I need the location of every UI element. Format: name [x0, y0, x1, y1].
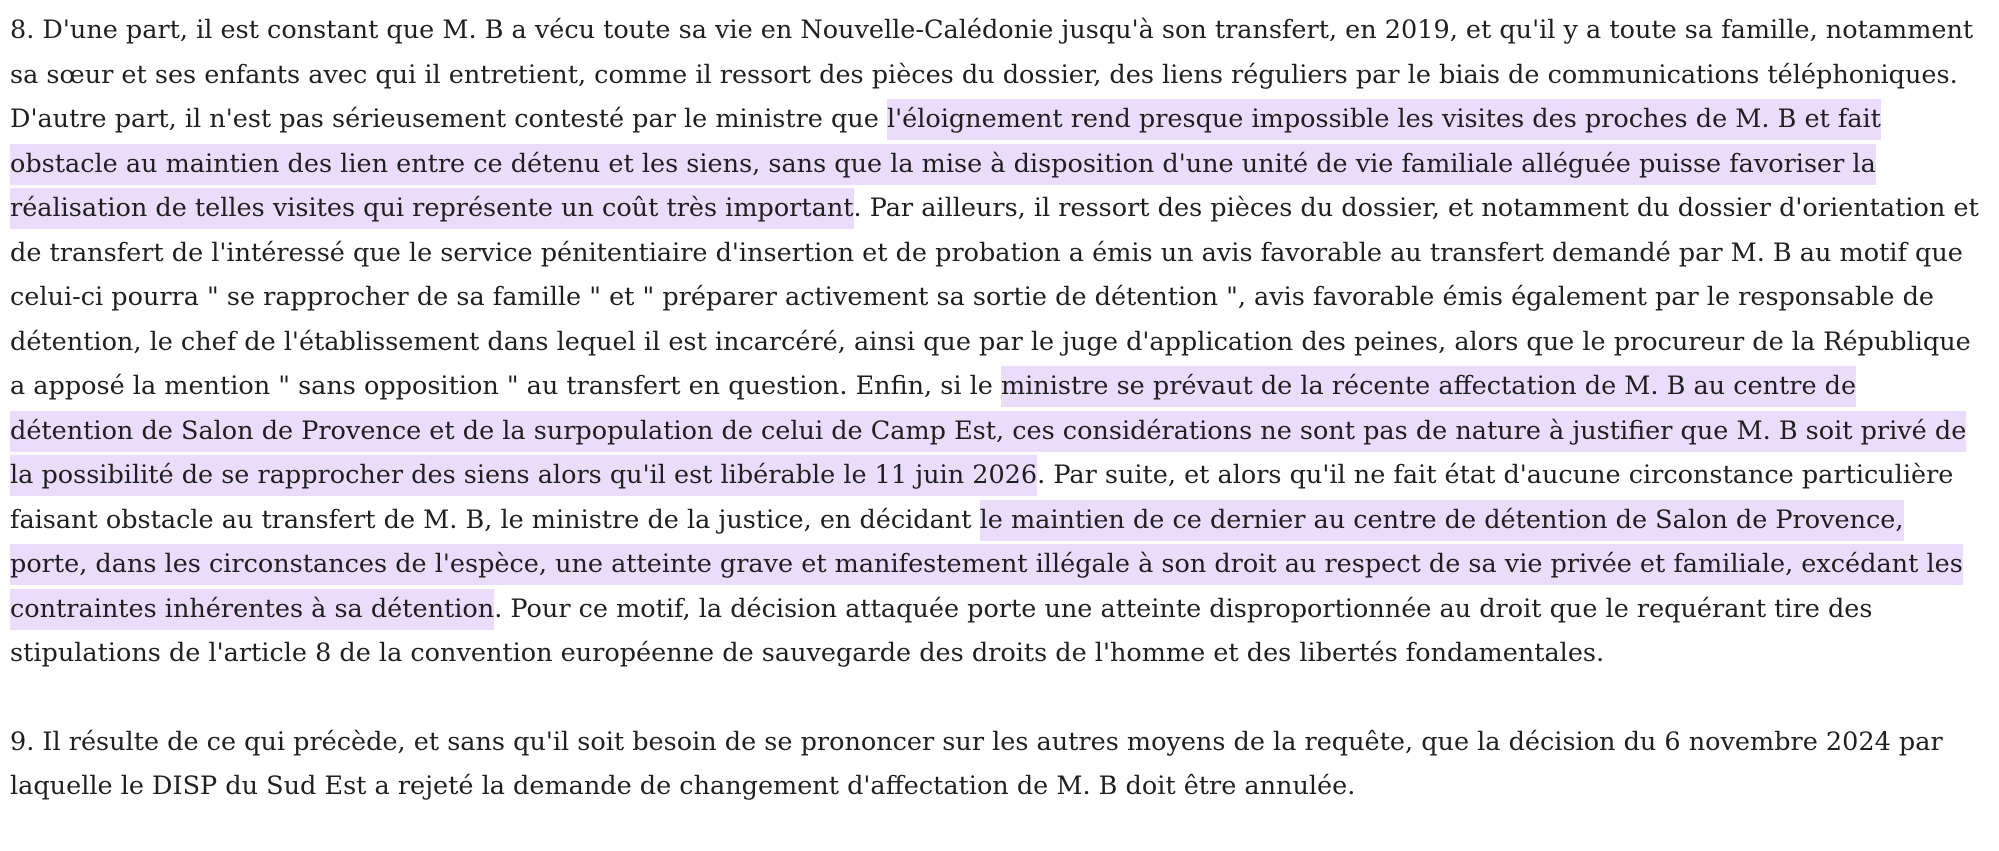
- text-segment: 9. Il résulte de ce qui précède, et sans qu'il soit besoin de se prononcer sur les autres moyens de la requête, que la décision du 6 novembre 2024 par laquelle le DISP du Sud Est a rejeté la demande de changement d'affectation de M. B doit être annulée.: [10, 726, 1943, 801]
- highlighted-text[interactable]: l'éloignement rend presque impossible les visites des proches de M. B et fait obstacle au maintien des lien entre ce détenu et les siens, sans que la mise à disposition d'une unité de vie familiale alléguée puisse favoriser la réalisation de telles visites qui représente un coût très important: [10, 99, 1881, 229]
- text-segment: . Pour ce motif, la décision attaquée porte une atteinte disproportionnée au droit que le requérant tire des stipulations de l'article 8 de la convention européenne de sauvegarde des droits de l'homme et des libertés fondamentales.: [10, 593, 1873, 668]
- highlighted-text[interactable]: le maintien de ce dernier au centre de détention de Salon de Provence, porte, dans les circonstances de l'espèce, une atteinte grave et manifestement illégale à son droit au respect de sa vie privée et familiale, excédant les contraintes inhérentes à sa détention: [10, 500, 1963, 630]
- highlighted-text[interactable]: ministre se prévaut de la récente affectation de M. B au centre de détention de Salon de Provence et de la surpopulation de celui de Camp Est, ces considérations ne sont pas de nature à justifier que M. B soit privé de la possibilité de se rapprocher des siens alors qu'il est libérable le 11 juin 2026: [10, 366, 1966, 496]
- document-body: [10, 8, 1985, 809]
- text-segment: . Par suite, et alors qu'il ne fait état d'aucune circonstance particulière faisant obstacle au transfert de M. B, le ministre de la justice, en décidant: [10, 460, 1954, 535]
- paragraph-9: [10, 720, 1985, 809]
- text-segment: 8. D'une part, il est constant que M. B a vécu toute sa vie en Nouvelle-Calédonie jusqu'à son transfert, en 2019, et qu'il y a toute sa famille, notamment sa sœur et ses enfants avec qui il entretient, comme il ressort des pièces du dossier, des liens réguliers par le biais de communications téléphoniques. D'autre part, il n'est pas sérieusement contesté par le ministre que: [10, 15, 1974, 134]
- paragraph-8: [10, 8, 1985, 676]
- text-segment: . Par ailleurs, il ressort des pièces du dossier, et notamment du dossier d'orientation et de transfert de l'intéressé que le service pénitentiaire d'insertion et de probation a émis un avis favorable au transfert demandé par M. B au motif que celui-ci pourra " se rapprocher de sa famille " et " préparer activement sa sortie de détention ", avis favorable émis également par le responsable de détention, le chef de l'établissement dans lequel il est incarcéré, ainsi que par le juge d'application des peines, alors que le procureur de la République a apposé la mention " sans opposition " au transfert en question. Enfin, si le: [10, 193, 1979, 401]
